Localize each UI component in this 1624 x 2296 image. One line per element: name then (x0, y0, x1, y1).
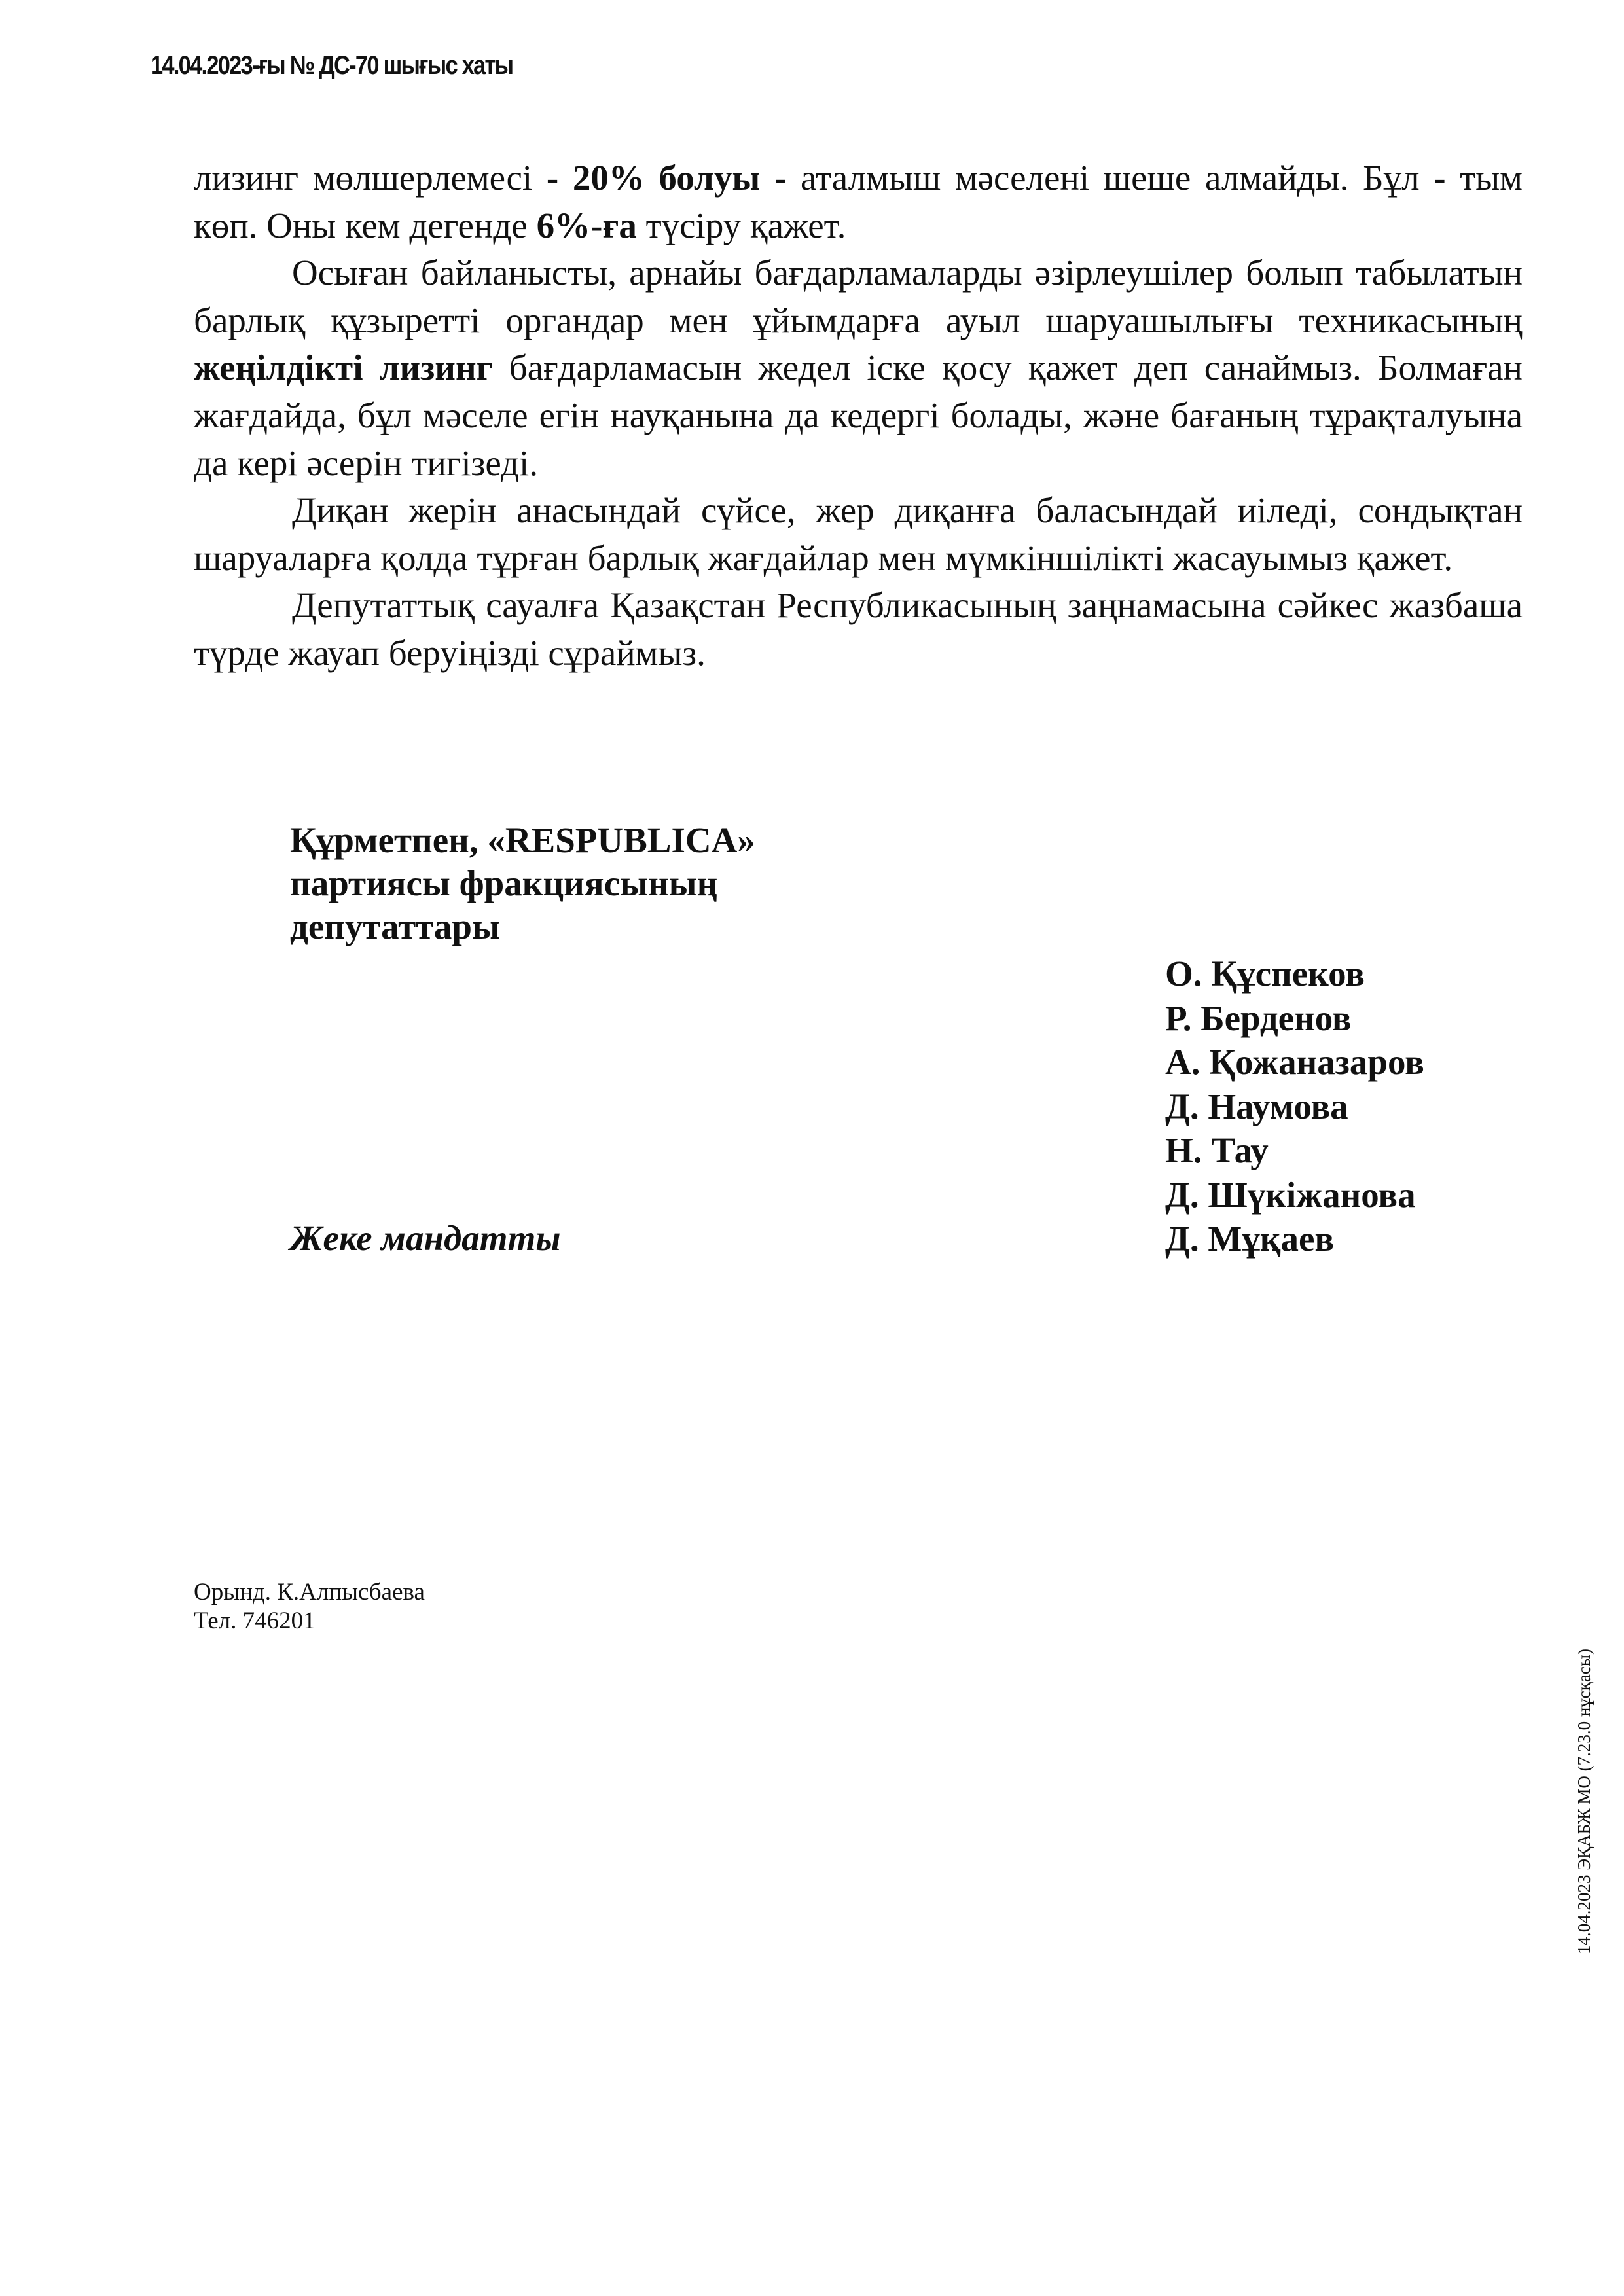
signoff-line: депутаттары (290, 906, 500, 946)
signatory-name: Д. Наумова (1165, 1086, 1348, 1126)
text-run: лизинг мөлшерлемесі - (194, 158, 573, 198)
vertical-system-stamp: 14.04.2023 ЭҚАБЖ МО (7.23.0 нұсқасы) (1574, 1648, 1594, 1954)
signatory-name: А. Қожаназаров (1165, 1042, 1424, 1082)
signoff-line: Құрметпен, «RESPUBLICA» (290, 820, 755, 860)
signatory-name: Н. Тау (1165, 1130, 1269, 1170)
text-run: бағдарламасын жедел іске қосу қажет деп санаймыз. Болмаған жағдайда, бұл мәселе егін науқанына да кедергі болады, және бағаның тұрақталуына да кері әсерін тигізеді. (194, 348, 1523, 483)
closing-signoff (290, 819, 755, 948)
signatory-list (1165, 952, 1424, 1261)
executor-phone: Тел. 746201 (194, 1607, 316, 1634)
single-mandate-label: Жеке мандатты (290, 1218, 561, 1258)
text-run: аталмыш мәселені шеше алмайды. Бұл - тым көп. Оны кем дегенде (194, 158, 1523, 245)
signatory-name: Р. Берденов (1165, 997, 1352, 1038)
bold-run: 20% болуы - (572, 158, 787, 198)
letter-body (194, 154, 1523, 677)
bold-run: жеңілдікті лизинг (194, 348, 493, 388)
text-run: түсіру қажет. (636, 205, 846, 245)
paragraph-farmers: Диқан жерін анасындай сүйсе, жер диқанға баласындай иіледі, сондықтан шаруаларға қолда тұрған барлық жағдайлар мен мүмкіншілікті жасауымыз қажет. (194, 490, 1523, 578)
signatory-name: Д. Мұқаев (1165, 1219, 1335, 1259)
executor-name: Орынд. К.Алпысбаева (194, 1579, 425, 1605)
signoff-line: партиясы фракциясының (290, 863, 718, 903)
signatory-name: Д. Шүкіжанова (1165, 1174, 1416, 1215)
paragraph-request-reply: Депутаттық сауалға Қазақстан Республикасының заңнамасына сәйкес жазбаша түрде жауап беруіңізді сұраймыз. (194, 585, 1523, 673)
text-run: Осыған байланысты, арнайы бағдарламаларды әзірлеушілер болып табылатын барлық құзыретті органдар мен ұйымдарға ауыл шаруашылығы техникасының (194, 253, 1523, 340)
signatory-name: О. Құспеков (1165, 954, 1365, 994)
document-reference-header: 14.04.2023-ғы № ДС-70 шығыс хаты (151, 51, 513, 80)
paragraph-preferential-leasing (194, 249, 1523, 487)
paragraph-leasing-rate (194, 154, 1523, 249)
bold-run: 6%-ға (536, 205, 637, 245)
executor-info (194, 1578, 425, 1636)
